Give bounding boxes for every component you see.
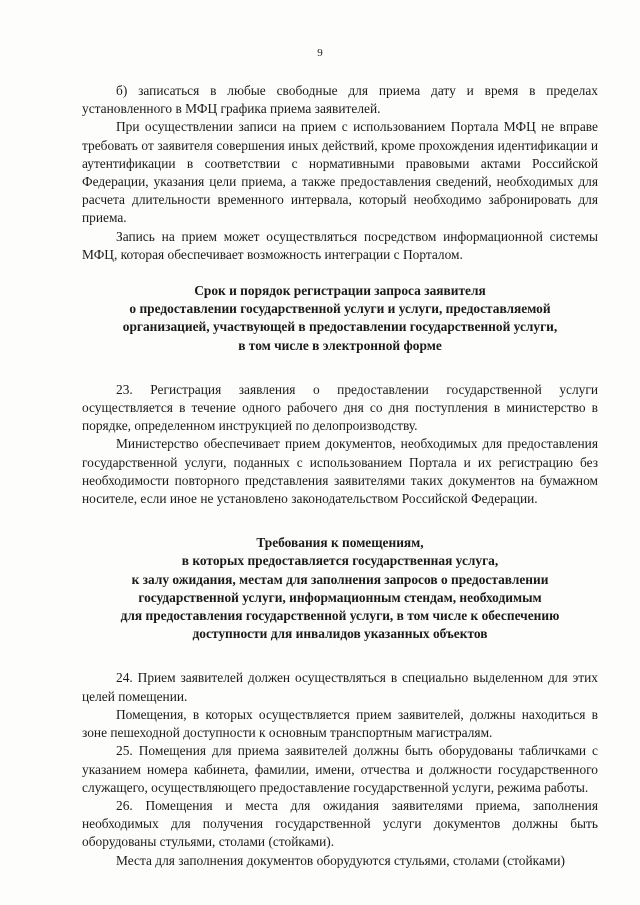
section-heading xyxy=(82,282,598,355)
page-number: 9 xyxy=(317,47,323,59)
paragraph: Министерство обеспечивает прием документов, необходимых для предоставления государственной услуги, поданных с использованием Портала и их регистрацию без необходимости повторного представления заявителями таких документов на бумажном носителе, если иное не установлено законодательством Российской Федерации. xyxy=(82,436,598,507)
heading-line: в том числе в электронной форме xyxy=(238,337,442,353)
paragraph: Помещения, в которых осуществляется прием заявителей, должны находиться в зоне пешеходной доступности к основным транспортным магистралям. xyxy=(82,706,598,741)
paragraph: Места для заполнения документов оборудуются стульями, столами (стойками) xyxy=(116,852,566,868)
section-heading xyxy=(82,534,598,643)
paragraph: 25. Помещения для приема заявителей должны быть оборудованы табличками с указанием номера кабинета, фамилии, имени, отчества и должности государственного служащего, осуществляющего предоставление государственной услуги, режима работы. xyxy=(82,743,598,795)
heading-line: Требования к помещениям, xyxy=(256,535,424,551)
document-body xyxy=(82,82,598,870)
paragraph: б) записаться в любые свободные для приема дату и время в пределах установленного в МФЦ графика приема заявителей. xyxy=(82,83,598,117)
heading-line: доступности для инвалидов указанных объектов xyxy=(192,626,488,642)
heading-line: о предоставлении государственной услуги и услуги, предоставляемой xyxy=(129,301,551,317)
heading-line: организацией, участвующей в предоставлении государственной услуги, xyxy=(122,319,558,335)
paragraph: Запись на прием может осуществляться посредством информационной системы МФЦ, которая обеспечивает возможность интеграции с Порталом. xyxy=(82,228,598,262)
heading-line: государственной услуги, информационным стендам, необходимым xyxy=(138,589,542,605)
heading-line: Срок и порядок регистрации запроса заявителя xyxy=(194,283,486,299)
paragraph: 24. Прием заявителей должен осуществляться в специально выделенном для этих целей помещении. xyxy=(82,670,598,704)
paragraph: 26. Помещения и места для ожидания заявителями приема, заполнения необходимых для получения государственной услуги документов должны быть оборудованы стульями, столами (стойками). xyxy=(82,797,598,850)
paragraph: При осуществлении записи на прием с использованием Портала МФЦ не вправе требовать от заявителя совершения иных действий, кроме прохождения идентификации и аутентификации в соответствии с нормативными правовыми актами Российской Федерации, указания цели приема, а также предоставления сведений, необходимых для расчета длительности временного интервала, который необходимо забронировать для приема. xyxy=(82,119,598,226)
paragraph: 23. Регистрация заявления о предоставлении государственной услуги осуществляется в течение одного рабочего дня со дня поступления в министерство в порядке, определенном инструкцией по делопроизводству. xyxy=(82,381,598,434)
heading-line: для предоставления государственной услуги, в том числе к обеспечению xyxy=(120,608,560,624)
heading-line: к залу ожидания, местам для заполнения запросов о предоставлении xyxy=(131,571,549,587)
heading-line: в которых предоставляется государственная услуга, xyxy=(181,553,499,569)
